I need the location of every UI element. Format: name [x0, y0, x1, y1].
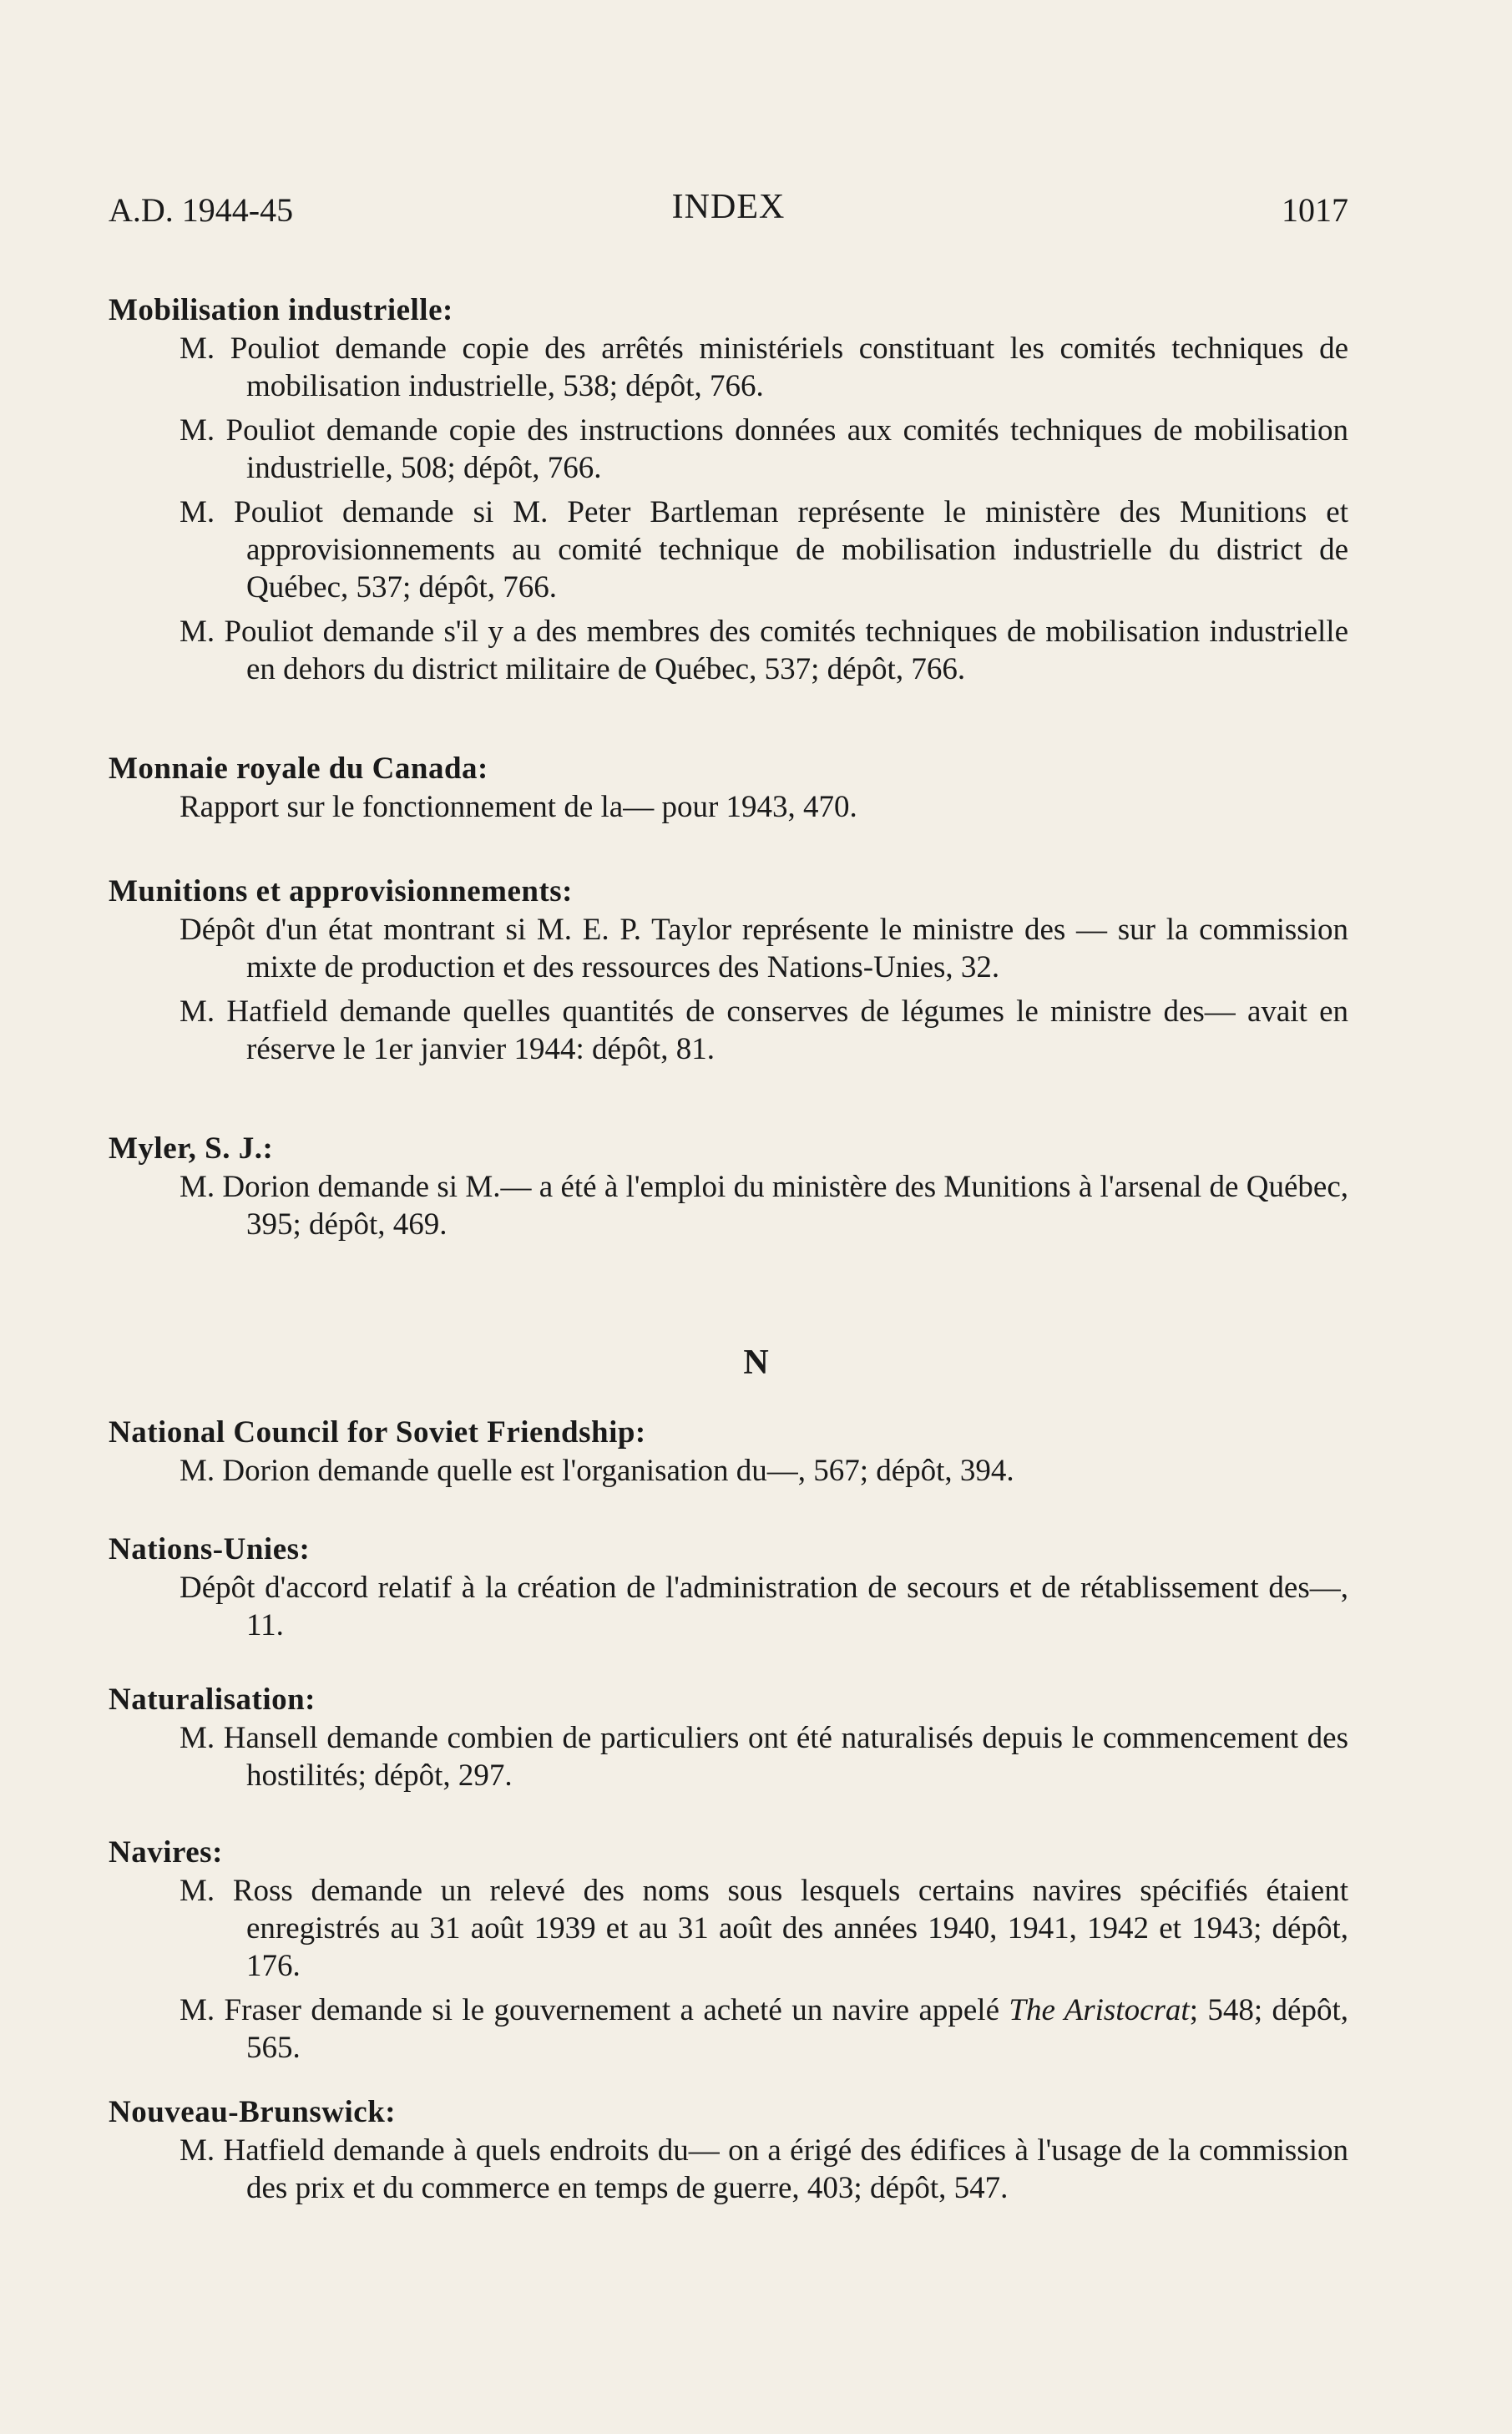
header-title: INDEX	[671, 188, 786, 226]
index-entry-monnaie	[109, 750, 1348, 826]
index-entry-national-council	[109, 1414, 1348, 1490]
entry-item: Dépôt d'accord relatif à la création de l'administration de secours et de rétablissement des—, 11.	[180, 1571, 1348, 1642]
item-text: ; 548; dépôt, 565.	[246, 1993, 1349, 2065]
index-entry-navires	[109, 1834, 1348, 2067]
index-entry-mobilisation	[109, 291, 1348, 688]
entry-item: M. Pouliot demande copie des arrêtés ministériels constituant les comités techniques de mobilisation industrielle, 538; dépôt, 766.	[180, 331, 1348, 403]
entry-item: M. Dorion demande si M.— a été à l'emploi du ministère des Munitions à l'arsenal de Québec, 395; dépôt, 469.	[180, 1170, 1348, 1242]
item-text: M. Fraser demande si le gouvernement a acheté un navire appelé	[180, 1993, 1009, 2027]
index-entry-munitions	[109, 873, 1348, 1068]
entry-heading: Myler, S. J.:	[109, 1131, 274, 1166]
entry-item: M. Hatfield demande quelles quantités de conserves de légumes le ministre des— avait en réserve le 1er janvier 1944: dépôt, 81.	[180, 994, 1348, 1066]
header-year: A.D. 1944-45	[109, 191, 294, 229]
entry-item	[109, 1991, 1348, 2067]
section-letter: N	[743, 1344, 769, 1382]
entry-item: M. Pouliot demande s'il y a des membres des comités techniques de mobilisation industrielle en dehors du district militaire de Québec, 537; dépôt, 766.	[180, 615, 1348, 686]
page-number: 1017	[1282, 191, 1348, 229]
entry-item: M. Ross demande un relevé des noms sous lesquels certains navires spécifiés étaient enregistrés au 31 août 1939 et au 31 août des années 1940, 1941, 1942 et 1943; dépôt, 176.	[180, 1874, 1348, 1983]
index-entry-nouveau-brunswick	[109, 2093, 1348, 2207]
entry-item: Dépôt d'un état montrant si M. E. P. Taylor représente le ministre des — sur la commission mixte de production et des ressources des Nations-Unies, 32.	[180, 913, 1348, 984]
entry-heading: Monnaie royale du Canada:	[109, 751, 488, 786]
entry-heading: Mobilisation industrielle:	[109, 293, 453, 327]
entry-heading: National Council for Soviet Friendship:	[109, 1415, 646, 1450]
ship-name: The Aristocrat	[1009, 1993, 1190, 2027]
entry-heading: Navires:	[109, 1835, 223, 1870]
entry-heading: Naturalisation:	[109, 1683, 316, 1717]
index-entry-naturalisation	[109, 1681, 1348, 1794]
entry-item: M. Hansell demande combien de particuliers ont été naturalisés depuis le commencement des hostilités; dépôt, 297.	[180, 1721, 1348, 1793]
entry-item: Rapport sur le fonctionnement de la— pour 1943, 470.	[180, 790, 857, 824]
entry-heading: Nouveau-Brunswick:	[109, 2095, 397, 2129]
entry-item: M. Hatfield demande à quels endroits du— on a érigé des édifices à l'usage de la commission des prix et du commerce en temps de guerre, 403; dépôt, 547.	[180, 2133, 1348, 2205]
entry-heading: Munitions et approvisionnements:	[109, 874, 573, 908]
entry-heading: Nations-Unies:	[109, 1532, 311, 1566]
running-head	[109, 190, 1348, 240]
index-entry-nations-unies	[109, 1531, 1348, 1644]
entry-item: M. Pouliot demande si M. Peter Bartleman représente le ministère des Munitions et approvisionnements au comité technique de mobilisation industrielle du district de Québec, 537; dépôt, 766.	[180, 495, 1348, 605]
entry-item: M. Pouliot demande copie des instructions données aux comités techniques de mobilisation industrielle, 508; dépôt, 766.	[180, 413, 1348, 485]
entry-item: M. Dorion demande quelle est l'organisation du—, 567; dépôt, 394.	[180, 1454, 1014, 1488]
index-entry-myler	[109, 1130, 1348, 1243]
